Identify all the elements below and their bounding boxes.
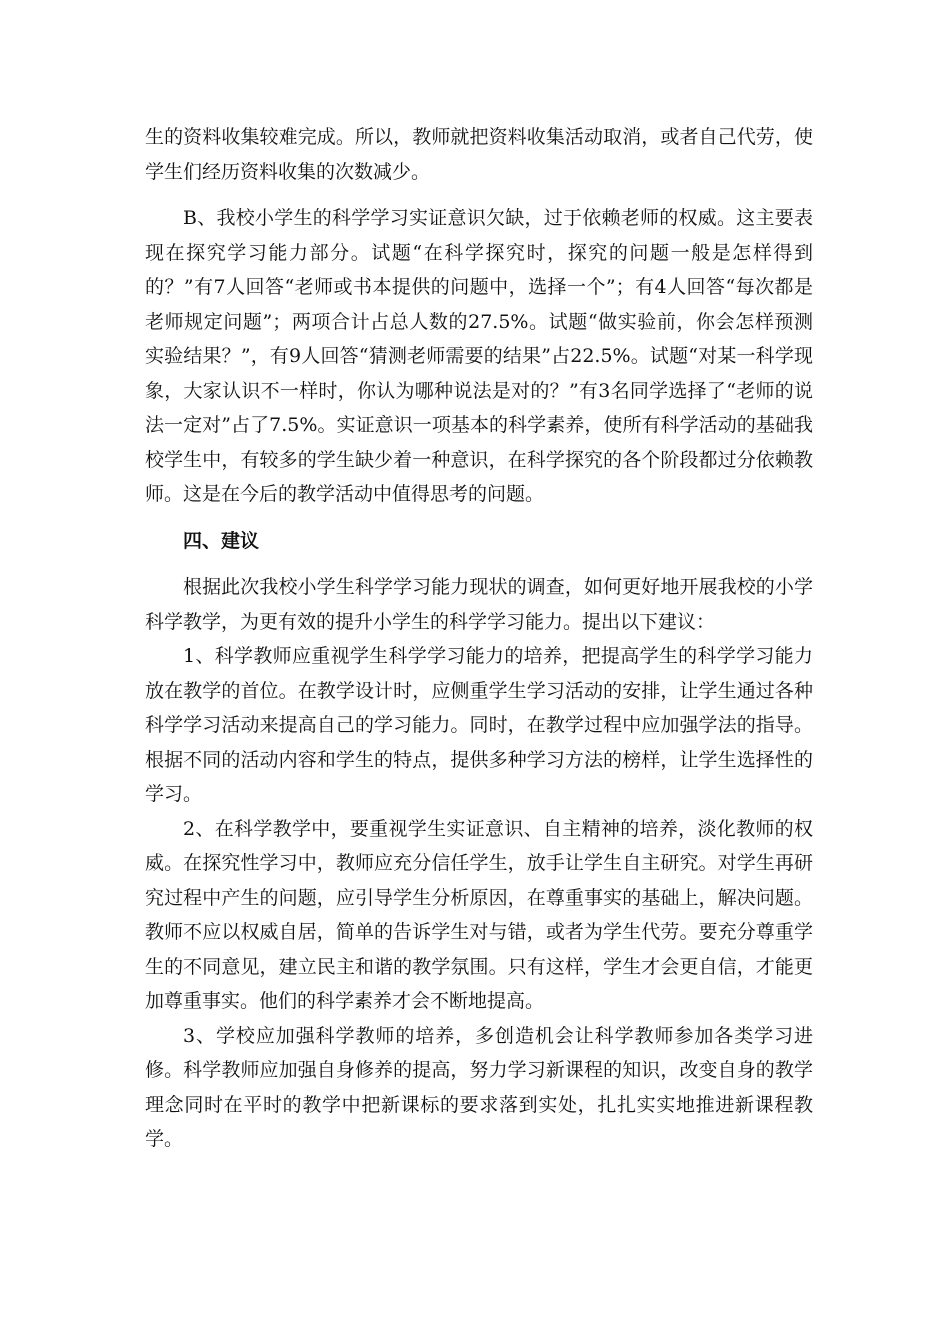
paragraph-gap [145, 558, 813, 570]
paragraph-intro-suggestions: 根据此次我校小学生科学学习能力现状的调查，如何更好地开展我校的小学科学教学，为更有效的提升小学生的科学学习能力。提出以下建议： [145, 576, 813, 633]
paragraph-suggestion-3: 3、学校应加强科学教师的培养，多创造机会让科学教师参加各类学习进修。科学教师应加强自身修养的提高，努力学习新课程的知识，改变自身的教学理念同时在平时的教学中把新课标的要求落到实处，扎扎实实地推进新课程教学。 [145, 1024, 813, 1150]
document-body [145, 120, 813, 1157]
paragraph-gap [145, 189, 813, 201]
paragraph-gap [145, 512, 813, 524]
paragraph-continuation: 生的资料收集较难完成。所以，教师就把资料收集活动取消，或者自己代劳，使学生们经历资料收集的次数减少。 [145, 126, 813, 183]
paragraph-finding-b: B、我校小学生的科学学习实证意识欠缺，过于依赖老师的权威。这主要表现在探究学习能力部分。试题“在科学探究时，探究的问题一般是怎样得到的？”有7人回答“老师或书本提供的问题中，选择一个”；有4人回答“每次都是老师规定问题”；两项合计占总人数的27.5%。试题“做实验前，你会怎样预测实验结果？”，有9人回答“猜测老师需要的结果”占22.5%。试题“对某一科学现象，大家认识不一样时，你认为哪种说法是对的？”有3名同学选择了“老师的说法一定对”占了7.5%。实证意识一项基本的科学素养，使所有科学活动的基础我校学生中，有较多的学生缺少着一种意识，在科学探究的各个阶段都过分依赖教师。这是在今后的教学活动中值得思考的问题。 [145, 207, 813, 505]
section-heading-suggestions: 四、建议 [183, 529, 260, 552]
paragraph-suggestion-1: 1、科学教师应重视学生科学学习能力的培养，把提高学生的科学学习能力放在教学的首位。在教学设计时，应侧重学生学习活动的安排，让学生通过各种科学学习活动来提高自己的学习能力。同时，在教学过程中应加强学法的指导。根据不同的活动内容和学生的特点，提供多种学习方法的榜样，让学生选择性的学习。 [145, 645, 813, 805]
paragraph-suggestion-2: 2、在科学教学中，要重视学生实证意识、自主精神的培养，淡化教师的权威。在探究性学习中，教师应充分信任学生，放手让学生自主研究。对学生再研究过程中产生的问题，应引导学生分析原因，在尊重事实的基础上，解决问题。教师不应以权威自居，简单的告诉学生对与错，或者为学生代劳。要充分尊重学生的不同意见，建立民主和谐的教学氛围。只有这样，学生才会更自信，才能更加尊重事实。他们的科学素养才会不断地提高。 [145, 817, 813, 1012]
